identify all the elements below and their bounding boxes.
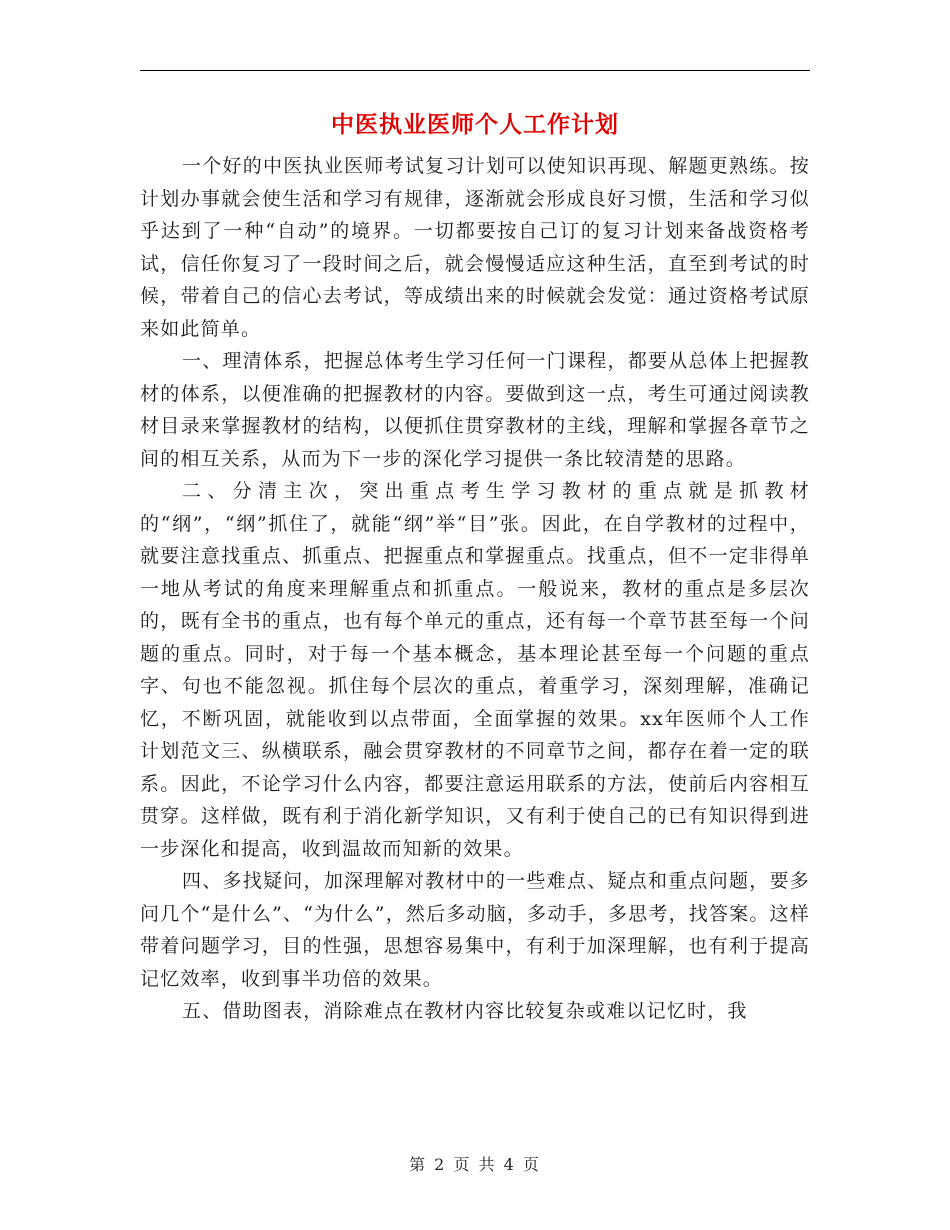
document-body — [140, 150, 810, 1028]
header-rule — [140, 70, 810, 71]
paragraph-section-5: 五、借助图表，消除难点在教材内容比较复杂或难以记忆时，我 — [182, 1000, 748, 1022]
paragraph-intro: 一个好的中医执业医师考试复习计划可以使知识再现、解题更熟练。按计划办事就会使生活和学习有规律，逐渐就会形成良好习惯，生活和学习似乎达到了一种“自动”的境界。一切都要按自己订的复习计划来备战资格考试，信任你复习了一段时间之后，就会慢慢适应这种生活，直至到考试的时候，带着自己的信心去考试，等成绩出来的时候就会发觉：通过资格考试原来如此简单。 — [140, 155, 810, 340]
page-number: 第 2 页 共 4 页 — [409, 1155, 541, 1174]
paragraph-section-2: 二、分清主次，突出重点考生学习教材的重点就是抓教材的“纲”，“纲”抓住了，就能“纲”举“目”张。因此，在自学教材的过程中，就要注意找重点、抓重点、把握重点和掌握重点。找重点，但不一定非得单一地从考试的角度来理解重点和抓重点。一般说来，教材的重点是多层次的，既有全书的重点，也有每个单元的重点，还有每一个章节甚至每一个问题的重点。同时，对于每一个基本概念，基本理论甚至每一个问题的重点字、句也不能忽视。抓住每个层次的重点，着重学习，深刻理解，准确记忆，不断巩固，就能收到以点带面，全面掌握的效果。xx年医师个人工作计划范文三、纵横联系，融会贯穿教材的不同章节之间，都存在着一定的联系。因此，不论学习什么内容，都要注意运用联系的方法，使前后内容相互贯穿。这样做，既有利于消化新学知识，又有利于使自己的已有知识得到进一步深化和提高，收到温故而知新的效果。 — [140, 480, 810, 860]
paragraph-section-1: 一、理清体系，把握总体考生学习任何一门课程，都要从总体上把握教材的体系，以便准确的把握教材的内容。要做到这一点，考生可通过阅读教材目录来掌握教材的结构，以便抓住贯穿教材的主线，理解和掌握各章节之间的相互关系，从而为下一步的深化学习提供一条比较清楚的思路。 — [140, 350, 810, 470]
document-title: 中医执业医师个人工作计划 — [331, 111, 619, 138]
paragraph-section-4: 四、多找疑问，加深理解对教材中的一些难点、疑点和重点问题，要多问几个“是什么”、“为什么”，然后多动脑，多动手，多思考，找答案。这样带着问题学习，目的性强，思想容易集中，有利于加深理解，也有利于提高记忆效率，收到事半功倍的效果。 — [140, 870, 810, 990]
